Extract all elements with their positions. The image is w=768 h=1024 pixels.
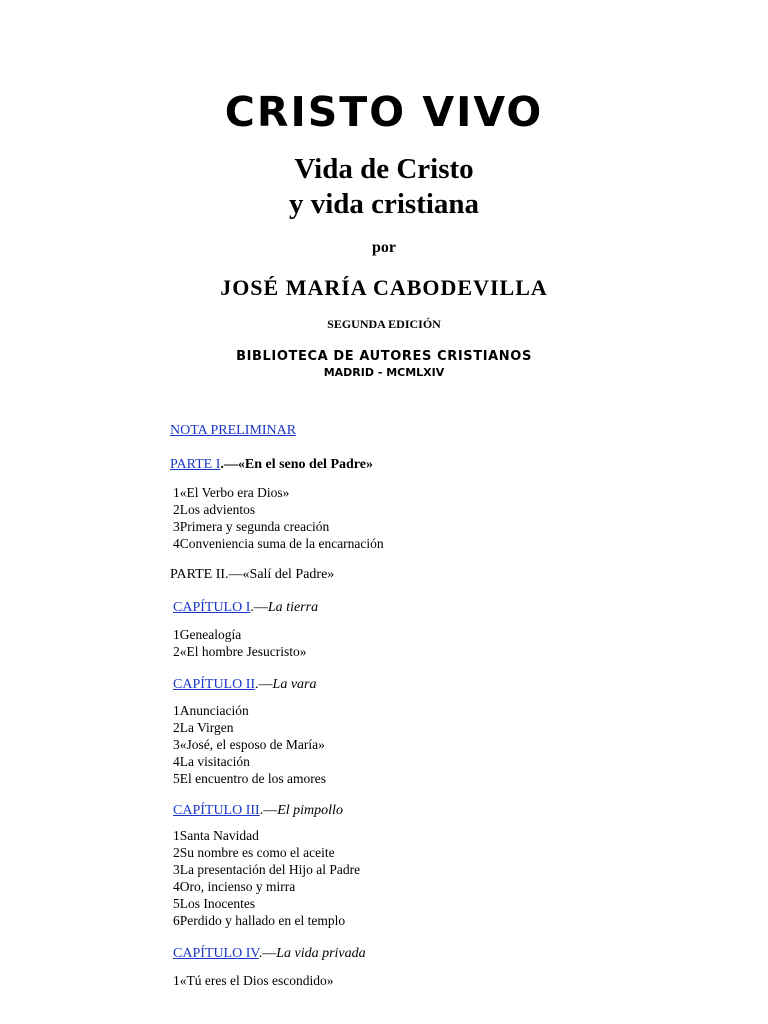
list-item: 3«José, el esposo de María» xyxy=(173,737,325,752)
capitulo-3-title: El pimpollo xyxy=(277,803,343,818)
list-item: 1Santa Navidad xyxy=(173,828,259,843)
list-item: 4La visitación xyxy=(173,754,250,769)
capitulo-1-items xyxy=(173,626,306,660)
toc-parte-1 xyxy=(170,457,373,473)
toc-parte-2: PARTE II.—«Salí del Padre» xyxy=(170,567,335,582)
parte-1-items xyxy=(173,484,384,552)
capitulo-4-sep: .— xyxy=(258,946,277,961)
list-item: 1«Tú eres el Dios escondido» xyxy=(173,973,334,988)
list-item: 3La presentación del Hijo al Padre xyxy=(173,862,361,877)
list-item: 5Los Inocentes xyxy=(173,896,256,911)
capitulo-1-sep: .— xyxy=(250,600,268,615)
link-capitulo-4[interactable]: CAPÍTULO IV xyxy=(173,946,259,961)
book-title: CRISTO VIVO xyxy=(224,88,544,136)
capitulo-3-items xyxy=(173,827,360,929)
capitulo-4-items xyxy=(173,972,333,989)
capitulo-2-items xyxy=(173,702,326,787)
author-name: JOSÉ MARÍA CABODEVILLA xyxy=(220,275,548,300)
capitulo-2-title: La vara xyxy=(272,677,317,692)
capitulo-1-title: La tierra xyxy=(267,600,319,615)
list-item: 1«El Verbo era Dios» xyxy=(173,485,290,500)
list-item: 2«El hombre Jesucristo» xyxy=(173,644,307,659)
list-item: 6Perdido y hallado en el templo xyxy=(173,913,346,928)
book-subtitle-line1: Vida de Cristo xyxy=(294,153,474,185)
link-parte-1[interactable]: PARTE I xyxy=(170,457,221,472)
toc-capitulo-2 xyxy=(173,677,317,693)
capitulo-2-sep: .— xyxy=(255,677,273,692)
list-item: 1Genealogía xyxy=(173,627,242,642)
link-capitulo-1[interactable]: CAPÍTULO I xyxy=(173,600,251,615)
list-item: 4Conveniencia suma de la encarnación xyxy=(173,536,384,551)
link-nota-preliminar[interactable]: NOTA PRELIMINAR xyxy=(170,423,297,438)
book-subtitle-line2: y vida cristiana xyxy=(288,188,480,220)
capitulo-3-sep: .— xyxy=(259,803,278,818)
list-item: 4Oro, incienso y mirra xyxy=(173,879,296,894)
publisher-name: BIBLIOTECA DE AUTORES CRISTIANOS xyxy=(236,349,532,364)
list-item: 2Su nombre es como el aceite xyxy=(173,845,335,860)
capitulo-4-title: La vida privada xyxy=(276,946,366,961)
list-item: 2Los advientos xyxy=(173,502,256,517)
toc-capitulo-3 xyxy=(173,803,343,819)
link-capitulo-3[interactable]: CAPÍTULO III xyxy=(173,803,260,818)
list-item: 2La Virgen xyxy=(173,720,234,735)
toc-capitulo-4 xyxy=(173,946,366,962)
link-capitulo-2[interactable]: CAPÍTULO II xyxy=(173,677,256,692)
by-label: por xyxy=(372,239,396,256)
parte-1-title: .—«En el seno del Padre» xyxy=(220,457,373,472)
list-item: 1Anunciación xyxy=(173,703,249,718)
publication-place-year: MADRID - MCMLXIV xyxy=(323,366,445,379)
list-item: 3Primera y segunda creación xyxy=(173,519,330,534)
toc-capitulo-1 xyxy=(173,600,318,616)
list-item: 5El encuentro de los amores xyxy=(173,771,326,786)
edition-label: SEGUNDA EDICIÓN xyxy=(327,317,441,331)
toc-nota-preliminar xyxy=(170,423,296,439)
